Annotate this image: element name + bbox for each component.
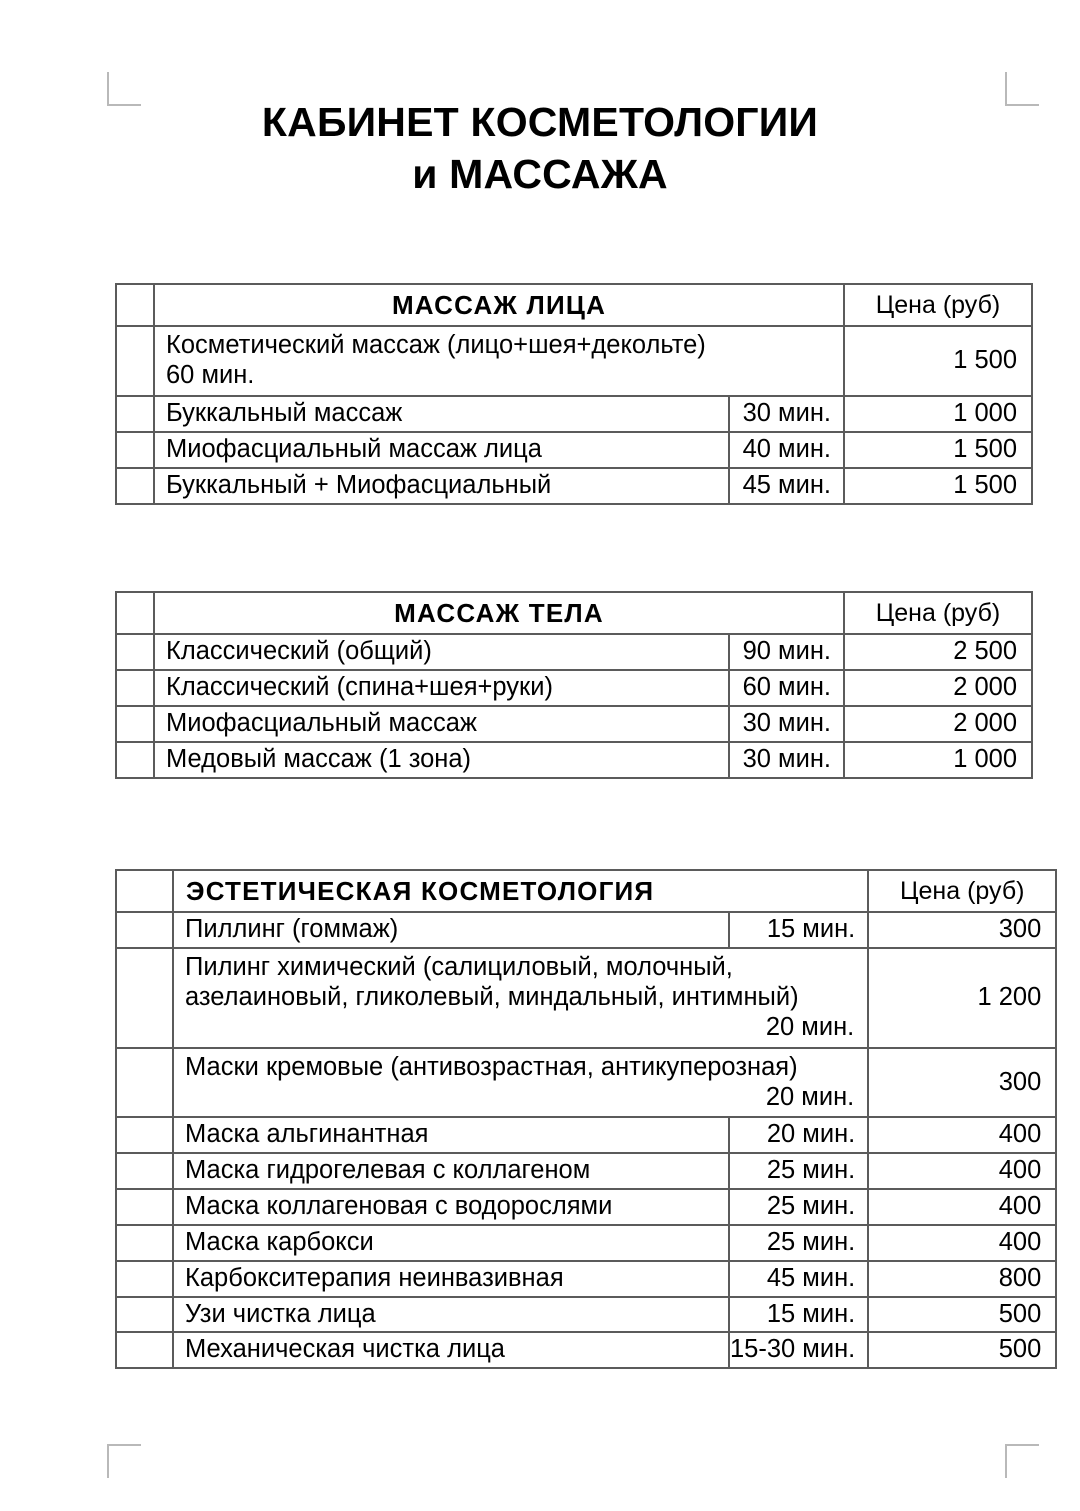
table-row [116, 1048, 1056, 1118]
crop-mark-bottom-left [107, 1444, 141, 1478]
service-name-cell [173, 948, 868, 1047]
gutter-cell [116, 1225, 173, 1261]
service-price: 1 500 [844, 468, 1032, 504]
gutter-cell [116, 396, 154, 432]
table-row [116, 912, 1056, 948]
service-name: Классический (спина+шея+руки) [154, 670, 729, 706]
service-duration: 60 мин. [729, 670, 844, 706]
service-duration: 15 мин. [729, 1297, 868, 1333]
gutter-cell [116, 634, 154, 670]
service-duration: 25 мин. [729, 1225, 868, 1261]
service-price: 300 [868, 912, 1056, 948]
price-table-face-massage [115, 283, 1033, 505]
service-price: 1 000 [844, 396, 1032, 432]
table-row [116, 1189, 1056, 1225]
service-name: Маски кремовые (антивозрастная, антикуперозная) [185, 1052, 798, 1081]
table-section-title: ЭСТЕТИЧЕСКАЯ КОСМЕТОЛОГИЯ [173, 870, 868, 912]
table-row [116, 670, 1032, 706]
price-column-header: Цена (руб) [844, 284, 1032, 326]
gutter-cell [116, 670, 154, 706]
service-name: Миофасциальный массаж лица [154, 432, 729, 468]
service-duration: 30 мин. [729, 742, 844, 778]
table-section-title: МАССАЖ ТЕЛА [154, 592, 844, 634]
service-name: Классический (общий) [154, 634, 729, 670]
gutter-cell [116, 1048, 173, 1118]
service-duration: 60 мин. [166, 361, 255, 390]
service-name-cell [173, 1048, 868, 1118]
table-header-row [116, 592, 1032, 634]
service-name: Буккальный + Миофасциальный [154, 468, 729, 504]
gutter-cell [116, 1117, 173, 1153]
gutter-cell [116, 912, 173, 948]
gutter-cell [116, 432, 154, 468]
service-name: Косметический массаж (лицо+шея+декольте) [166, 331, 706, 360]
service-price: 400 [868, 1153, 1056, 1189]
service-duration: 15 мин. [729, 912, 868, 948]
service-name-cell [154, 326, 844, 396]
table-row [116, 326, 1032, 396]
service-duration: 45 мин. [729, 468, 844, 504]
service-price: 500 [868, 1297, 1056, 1333]
service-duration: 45 мин. [729, 1261, 868, 1297]
gutter-cell [116, 592, 154, 634]
service-duration: 25 мин. [729, 1189, 868, 1225]
service-duration: 25 мин. [729, 1153, 868, 1189]
service-price: 400 [868, 1225, 1056, 1261]
table-row [116, 1297, 1056, 1333]
table-row [116, 948, 1056, 1047]
price-table-body-massage [115, 591, 1033, 779]
gutter-cell [116, 706, 154, 742]
service-duration: 90 мин. [729, 634, 844, 670]
service-name: Пиллинг (гоммаж) [173, 912, 729, 948]
table-row [116, 1261, 1056, 1297]
service-duration: 20 мин. [765, 1082, 855, 1111]
service-price: 1 200 [868, 948, 1056, 1047]
gutter-cell [116, 284, 154, 326]
service-name: Миофасциальный массаж [154, 706, 729, 742]
table-row [116, 468, 1032, 504]
service-name: Карбокситерапия неинвазивная [173, 1261, 729, 1297]
service-name: Механическая чистка лица [173, 1332, 729, 1368]
page-title-line-2: и МАССАЖА [412, 151, 668, 198]
service-name: Пилинг химический (салициловый, молочный, азелаиновый, гликолевый, миндальный, интимный) [185, 953, 799, 1012]
service-name: Маска карбокси [173, 1225, 729, 1261]
price-table-aesthetic-cosmetology [115, 869, 1057, 1369]
service-price: 2 000 [844, 706, 1032, 742]
page-title-line-1: КАБИНЕТ КОСМЕТОЛОГИИ [261, 99, 819, 145]
price-column-header: Цена (руб) [844, 592, 1032, 634]
price-column-header: Цена (руб) [868, 870, 1056, 912]
service-name: Медовый массаж (1 зона) [154, 742, 729, 778]
gutter-cell [116, 468, 154, 504]
service-price: 400 [868, 1117, 1056, 1153]
gutter-cell [116, 1153, 173, 1189]
table-row [116, 1332, 1056, 1368]
service-price: 800 [868, 1261, 1056, 1297]
table-row [116, 742, 1032, 778]
table-row [116, 706, 1032, 742]
gutter-cell [116, 326, 154, 396]
table-header-row [116, 870, 1056, 912]
gutter-cell [116, 1332, 173, 1368]
service-price: 1 500 [844, 326, 1032, 396]
service-name: Узи чистка лица [173, 1297, 729, 1333]
service-name: Маска альгинантная [173, 1117, 729, 1153]
service-name: Маска коллагеновая с водорослями [173, 1189, 729, 1225]
service-duration: 30 мин. [729, 706, 844, 742]
page-title [0, 96, 1080, 201]
service-price: 1 500 [844, 432, 1032, 468]
gutter-cell [116, 1297, 173, 1333]
crop-mark-bottom-right [1005, 1444, 1039, 1478]
service-duration: 20 мин. [765, 1012, 855, 1041]
table-row [116, 396, 1032, 432]
gutter-cell [116, 1261, 173, 1297]
table-row [116, 432, 1032, 468]
table-row [116, 1225, 1056, 1261]
service-price: 2 500 [844, 634, 1032, 670]
service-duration: 40 мин. [729, 432, 844, 468]
table-section-title: МАССАЖ ЛИЦА [154, 284, 844, 326]
gutter-cell [116, 742, 154, 778]
table-row [116, 1117, 1056, 1153]
service-duration: 20 мин. [729, 1117, 868, 1153]
table-row [116, 634, 1032, 670]
service-duration: 30 мин. [729, 396, 844, 432]
table-row [116, 1153, 1056, 1189]
service-name: Буккальный массаж [154, 396, 729, 432]
service-price: 1 000 [844, 742, 1032, 778]
service-price: 2 000 [844, 670, 1032, 706]
service-duration: 15-30 мин. [729, 1332, 868, 1368]
table-header-row [116, 284, 1032, 326]
gutter-cell [116, 948, 173, 1047]
service-price: 300 [868, 1048, 1056, 1118]
service-price: 500 [868, 1332, 1056, 1368]
gutter-cell [116, 870, 173, 912]
gutter-cell [116, 1189, 173, 1225]
service-name: Маска гидрогелевая с коллагеном [173, 1153, 729, 1189]
service-price: 400 [868, 1189, 1056, 1225]
